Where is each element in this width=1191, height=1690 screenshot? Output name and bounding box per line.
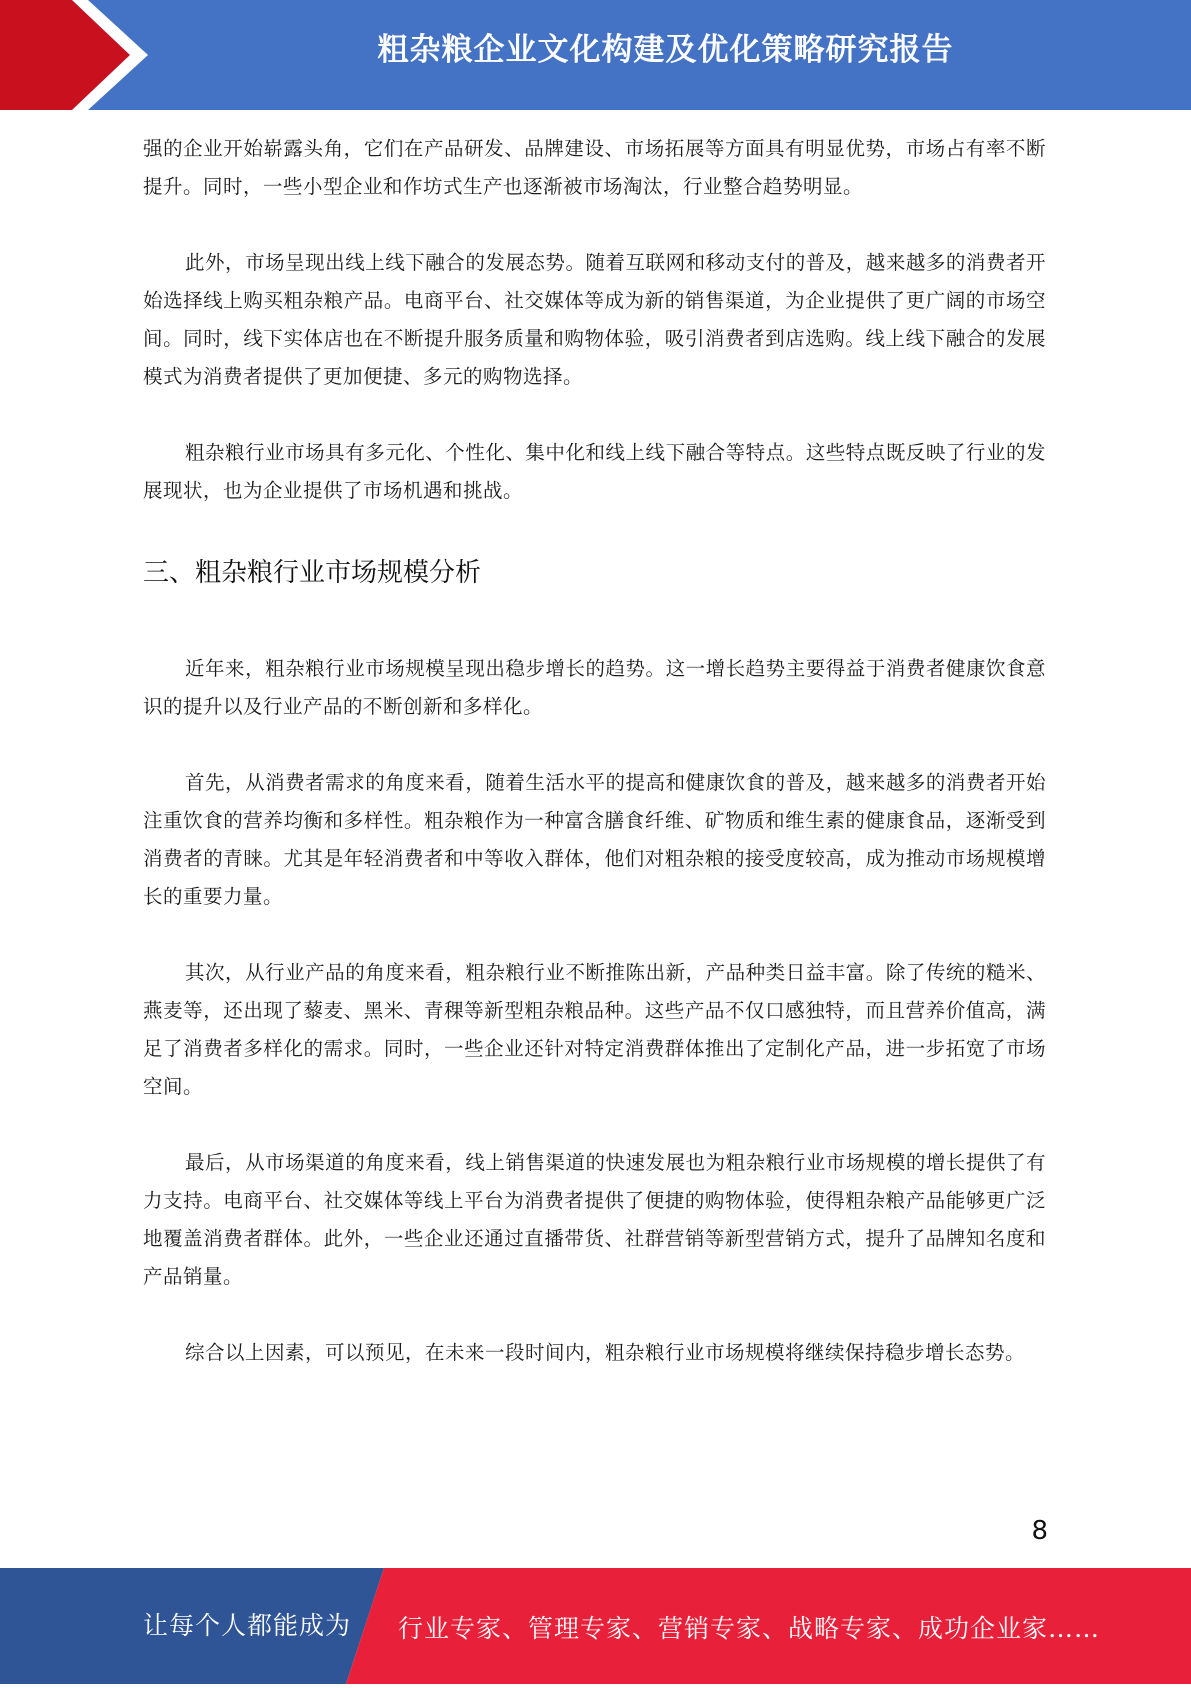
body-paragraph: 强的企业开始崭露头角，它们在产品研发、品牌建设、市场拓展等方面具有明显优势，市场占有率不断提升。同时，一些小型企业和作坊式生产也逐渐被市场淘汰，行业整合趋势明显。 — [143, 137, 1046, 198]
header-chevron-graphic — [0, 0, 160, 110]
page-footer — [0, 1568, 1191, 1684]
section-heading: 三、粗杂粮行业市场规模分析 — [143, 558, 482, 588]
page-header — [0, 0, 1191, 110]
body-paragraph: 近年来，粗杂粮行业市场规模呈现出稳步增长的趋势。这一增长趋势主要得益于消费者健康饮食意识的提升以及行业产品的不断创新和多样化。 — [143, 657, 1046, 718]
body-paragraph: 综合以上因素，可以预见，在未来一段时间内，粗杂粮行业市场规模将继续保持稳步增长态势。 — [185, 1341, 1026, 1364]
body-paragraph: 其次，从行业产品的角度来看，粗杂粮行业不断推陈出新，产品种类日益丰富。除了传统的糙米、燕麦等，还出现了藜麦、黑米、青稞等新型粗杂粮品种。这些产品不仅口感独特，而且营养价值高，满足了消费者多样化的需求。同时，一些企业还针对特定消费群体推出了定制化产品，进一步拓宽了市场空间。 — [143, 961, 1046, 1098]
report-title: 粗杂粮企业文化构建及优化策略研究报告 — [377, 32, 954, 68]
footer-slogan-left: 让每个人都能成为 — [143, 1611, 352, 1640]
page-number: 8 — [1031, 1516, 1048, 1546]
body-paragraph: 此外，市场呈现出线上线下融合的发展态势。随着互联网和移动支付的普及，越来越多的消费者开始选择线上购买粗杂粮产品。电商平台、社交媒体等成为新的销售渠道，为企业提供了更广阔的市场空间。同时，线下实体店也在不断提升服务质量和购物体验，吸引消费者到店选购。线上线下融合的发展模式为消费者提供了更加便捷、多元的购物选择。 — [143, 251, 1046, 388]
body-paragraph: 最后，从市场渠道的角度来看，线上销售渠道的快速发展也为粗杂粮行业市场规模的增长提供了有力支持。电商平台、社交媒体等线上平台为消费者提供了便捷的购物体验，使得粗杂粮产品能够更广泛地覆盖消费者群体。此外，一些企业还通过直播带货、社群营销等新型营销方式，提升了品牌知名度和产品销量。 — [143, 1151, 1046, 1288]
body-paragraph: 首先，从消费者需求的角度来看，随着生活水平的提高和健康饮食的普及，越来越多的消费者开始注重饮食的营养均衡和多样性。粗杂粮作为一种富含膳食纤维、矿物质和维生素的健康食品，逐渐受到消费者的青睐。尤其是年轻消费者和中等收入群体，他们对粗杂粮的接受度较高，成为推动市场规模增长的重要力量。 — [143, 771, 1046, 908]
page-body — [143, 130, 1046, 1372]
body-paragraph: 粗杂粮行业市场具有多元化、个性化、集中化和线上线下融合等特点。这些特点既反映了行业的发展现状，也为企业提供了市场机遇和挑战。 — [143, 441, 1046, 502]
footer-slogan-right: 行业专家、管理专家、营销专家、战略专家、成功企业家…… — [398, 1614, 1101, 1643]
